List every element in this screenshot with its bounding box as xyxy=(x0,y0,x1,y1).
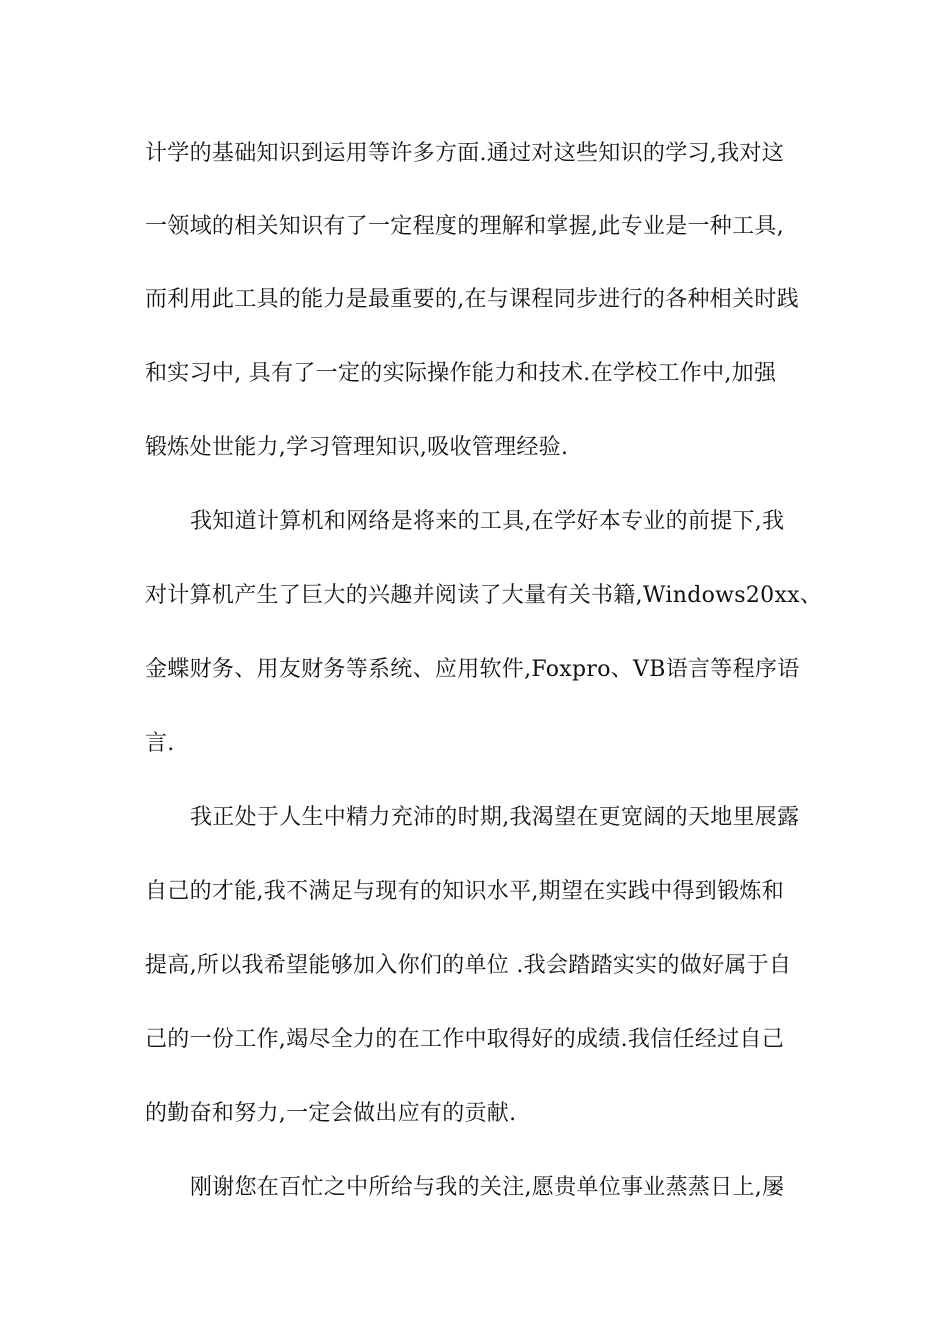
text-line: 计学的基础知识到运用等许多方面.通过对这些知识的学习,我对这 xyxy=(145,141,784,166)
text-line: 己的一份工作,竭尽全力的在工作中取得好的成绩.我信任经过自己 xyxy=(145,1027,784,1052)
text-line: 提高,所以我希望能够加入你们的单位 .我会踏踏实实的做好属于自 xyxy=(145,953,792,978)
text-line: 和实习中, 具有了一定的实际操作能力和技术.在学校工作中,加强 xyxy=(145,361,777,386)
text-line: 的勤奋和努力,一定会做出应有的贡献. xyxy=(145,1101,517,1126)
text-line: 言. xyxy=(145,731,175,756)
paragraph-first-line: 刚谢您在百忙之中所给与我的关注,愿贵单位事业蒸蒸日上,屡 xyxy=(190,1175,785,1200)
text-line: 对计算机产生了巨大的兴趣并阅读了大量有关书籍,Windows20xx、 xyxy=(145,583,823,608)
text-line: 锻炼处世能力,学习管理知识,吸收管理经验. xyxy=(145,435,569,460)
paragraph-first-line: 我知道计算机和网络是将来的工具,在学好本专业的前提下,我 xyxy=(190,509,785,534)
text-line: 一领域的相关知识有了一定程度的理解和掌握,此专业是一种工具, xyxy=(145,214,784,239)
text-line: 金蝶财务、用友财务等系统、应用软件,Foxpro、VB语言等程序语 xyxy=(145,657,800,682)
text-line: 自己的才能,我不满足与现有的知识水平,期望在实践中得到锻炼和 xyxy=(145,879,784,904)
paragraph-first-line: 我正处于人生中精力充沛的时期,我渴望在更宽阔的天地里展露 xyxy=(190,805,800,830)
text-line: 而利用此工具的能力是最重要的,在与课程同步进行的各种相关时践 xyxy=(145,287,799,312)
